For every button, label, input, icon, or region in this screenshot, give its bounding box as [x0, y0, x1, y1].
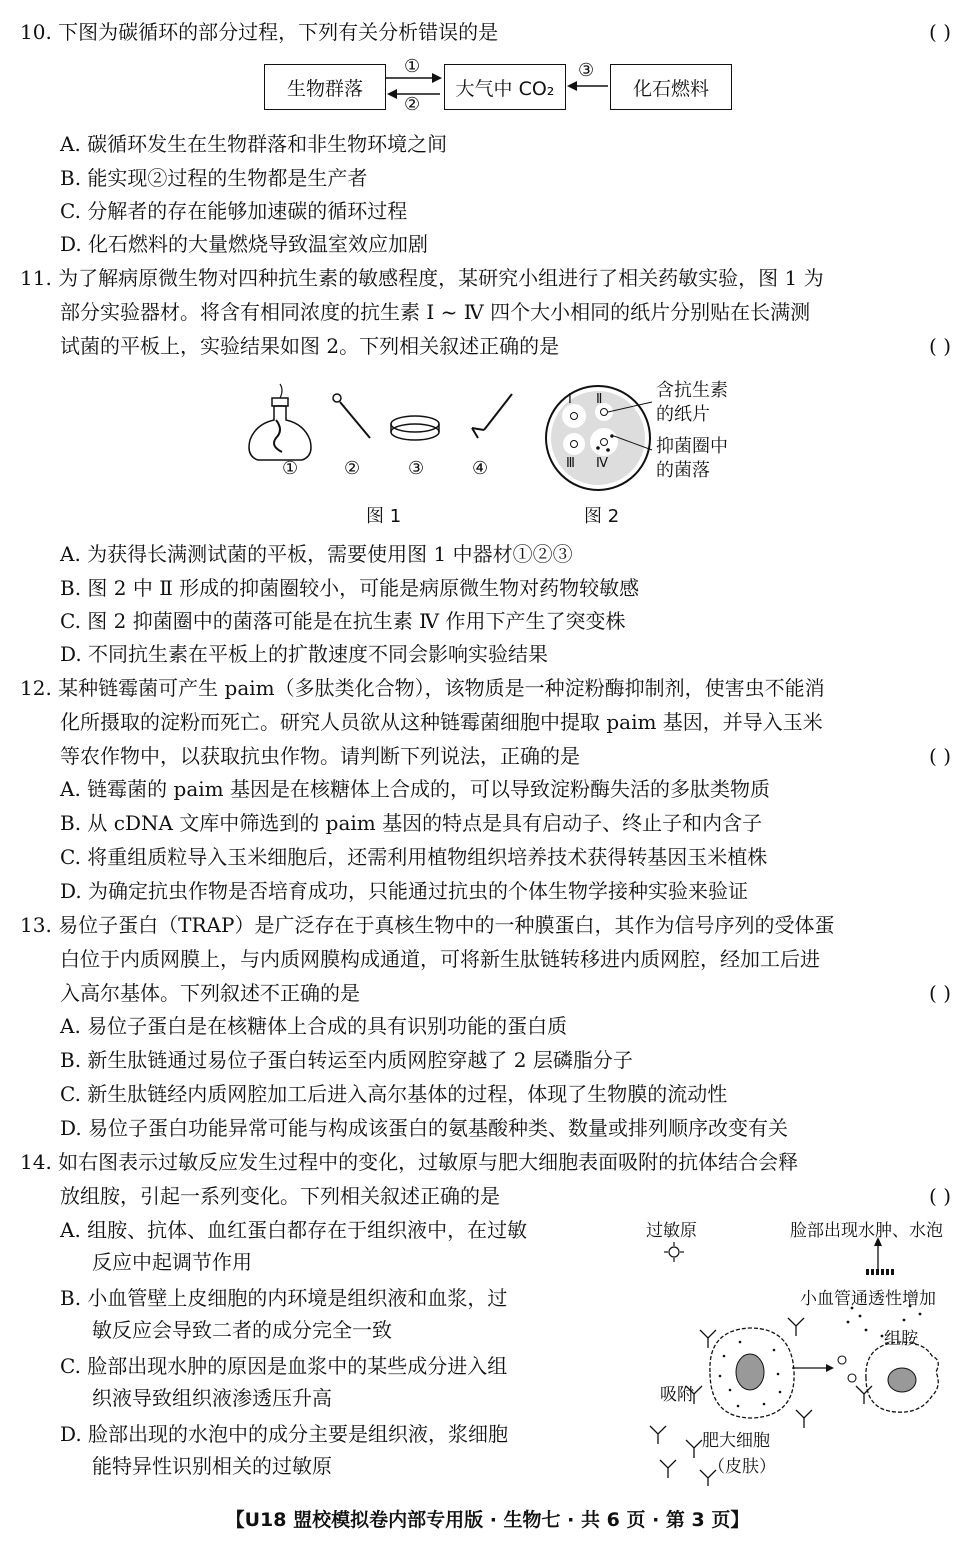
q13-stem-3: 入高尔基体。下列叙述不正确的是	[60, 981, 360, 1005]
fig2-note-colony-2: 的菌落	[656, 460, 710, 481]
arrow-label-1: ①	[404, 56, 421, 77]
fig-label-allergen: 过敏原	[646, 1221, 697, 1241]
q14-option-b-2: 敏反应会导致二者的成分完全一致	[92, 1318, 392, 1342]
fig-label-face-edema: 脸部出现水肿、水泡	[790, 1221, 943, 1241]
q10-arrows	[0, 0, 975, 130]
q14-option-c-1: C. 脸部出现水肿的原因是血浆中的某些成分进入组	[60, 1354, 508, 1378]
fig-label-histamine: 组胺	[884, 1329, 918, 1349]
q12-stem-3: 等农作物中，以获取抗虫作物。请判断下列说法，正确的是	[60, 744, 580, 768]
box-atmosphere-co2: 大气中 CO₂	[444, 64, 566, 110]
q12-option-d: D. 为确定抗虫作物是否培育成功，只能通过抗虫的个体生物学接种实验来验证	[60, 879, 749, 903]
q14-option-c-2: 织液导致组织液渗透压升高	[92, 1386, 332, 1410]
arrow-label-3: ③	[578, 60, 595, 81]
q11-option-d: D. 不同抗生素在平板上的扩散速度不同会影响实验结果	[60, 642, 549, 666]
q13-option-b: B. 新生肽链通过易位子蛋白转运至内质网腔穿越了 2 层磷脂分子	[60, 1048, 633, 1072]
page-footer: 【U18 盟校模拟卷内部专用版 · 生物七 · 共 6 页 · 第 3 页】	[225, 1509, 750, 1531]
fig1-caption: 图 1	[366, 506, 402, 527]
q14-option-d-1: D. 脸部出现的水泡中的成分主要是组织液，浆细胞	[60, 1422, 509, 1446]
q10-answer-paren: ( )	[929, 20, 951, 44]
fig-label-adsorb: 吸附	[660, 1385, 694, 1405]
q11-stem-3: 试菌的平板上，实验结果如图 2。下列相关叙述正确的是	[60, 334, 560, 358]
arrow-label-2: ②	[404, 94, 421, 115]
q14-answer-paren: ( )	[929, 1184, 951, 1208]
fig-label-permeability: 小血管通透性增加	[800, 1289, 936, 1309]
q11-stem-1: 11. 为了解病原微生物对四种抗生素的敏感程度，某研究小组进行了相关药敏实验，图 1 为	[20, 266, 824, 290]
q11-answer-paren: ( )	[929, 334, 951, 358]
fig1-item-4: ④	[472, 458, 489, 479]
allergy-process-diagram	[620, 1210, 960, 1490]
box-fossil-fuel: 化石燃料	[610, 64, 732, 110]
q14-option-d-2: 能特异性识别相关的过敏原	[92, 1454, 332, 1478]
q14-stem-2: 放组胺，引起一系列变化。下列相关叙述正确的是	[60, 1184, 500, 1208]
fig2-note-colony-1: 抑菌圈中	[656, 436, 728, 457]
q13-answer-paren: ( )	[929, 981, 951, 1005]
q14-option-a-2: 反应中起调节作用	[92, 1250, 252, 1274]
q10-option-c: C. 分解者的存在能够加速碳的循环过程	[60, 199, 408, 223]
q14-stem-1: 14. 如右图表示过敏反应发生过程中的变化，过敏原与肥大细胞表面吸附的抗体结合会释	[20, 1150, 799, 1174]
q10-option-b: B. 能实现②过程的生物都是生产者	[60, 166, 368, 190]
fig2-label-3: Ⅲ	[566, 456, 575, 471]
fig1-item-1: ①	[282, 458, 299, 479]
q12-answer-paren: ( )	[929, 744, 951, 768]
fig2-note-disc-1: 含抗生素	[656, 380, 728, 401]
q13-option-c: C. 新生肽链经内质网腔加工后进入高尔基体的过程，体现了生物膜的流动性	[60, 1082, 728, 1106]
q13-option-d: D. 易位子蛋白功能异常可能与构成该蛋白的氨基酸种类、数量或排列顺序改变有关	[60, 1116, 789, 1140]
q10-option-d: D. 化石燃料的大量燃烧导致温室效应加剧	[60, 232, 429, 256]
q14-option-a-1: A. 组胺、抗体、血红蛋白都存在于组织液中，在过敏	[60, 1218, 528, 1242]
q11-option-a: A. 为获得长满测试菌的平板，需要使用图 1 中器材①②③	[60, 542, 573, 566]
q12-option-c: C. 将重组质粒导入玉米细胞后，还需利用植物组织培养技术获得转基因玉米植株	[60, 845, 768, 869]
box-biocommunity: 生物群落	[264, 64, 386, 110]
fig2-label-1: Ⅰ	[568, 392, 572, 407]
q14-option-b-1: B. 小血管壁上皮细胞的内环境是组织液和血浆，过	[60, 1286, 508, 1310]
q13-stem-2: 白位于内质网膜上，与内质网膜构成通道，可将新生肽链转移进内质网腔，经加工后进	[60, 947, 820, 971]
q10-option-a: A. 碳循环发生在生物群落和非生物环境之间	[60, 132, 448, 156]
q11-option-c: C. 图 2 抑菌圈中的菌落可能是在抗生素 Ⅳ 作用下产生了突变株	[60, 609, 626, 633]
fig1-item-2: ②	[344, 458, 361, 479]
q11-option-b: B. 图 2 中 Ⅱ 形成的抑菌圈较小，可能是病原微生物对药物较敏感	[60, 576, 640, 600]
fig2-label-4: Ⅳ	[596, 456, 608, 471]
q10-stem: 10. 下图为碳循环的部分过程，下列有关分析错误的是	[20, 20, 499, 44]
fig2-caption: 图 2	[584, 506, 620, 527]
q12-option-b: B. 从 cDNA 文库中筛选到的 paim 基因的特点是具有启动子、终止子和内含子	[60, 811, 763, 835]
fig2-label-2: Ⅱ	[596, 392, 603, 407]
q11-stem-2: 部分实验器材。将含有相同浓度的抗生素 Ⅰ ~ Ⅳ 四个大小相同的纸片分别贴在长满测	[60, 300, 811, 324]
q12-stem-2: 化所摄取的淀粉而死亡。研究人员欲从这种链霉菌细胞中提取 paim 基因，并导入玉米	[60, 710, 823, 734]
fig1-item-3: ③	[408, 458, 425, 479]
fig2-note-disc-2: 的纸片	[656, 404, 710, 425]
q12-option-a: A. 链霉菌的 paim 基因是在核糖体上合成的，可以导致淀粉酶失活的多肽类物质	[60, 777, 770, 801]
q12-stem-1: 12. 某种链霉菌可产生 paim（多肽类化合物），该物质是一种淀粉酶抑制剂，使害虫不能消	[20, 676, 825, 700]
q13-stem-1: 13. 易位子蛋白（TRAP）是广泛存在于真核生物中的一种膜蛋白，其作为信号序列的受体蛋	[20, 913, 835, 937]
lab-equipment-icons	[240, 380, 530, 470]
fig-label-skin: （皮肤）	[708, 1457, 776, 1477]
fig-label-mast-cell: 肥大细胞	[702, 1431, 770, 1451]
q13-option-a: A. 易位子蛋白是在核糖体上合成的具有识别功能的蛋白质	[60, 1014, 568, 1038]
